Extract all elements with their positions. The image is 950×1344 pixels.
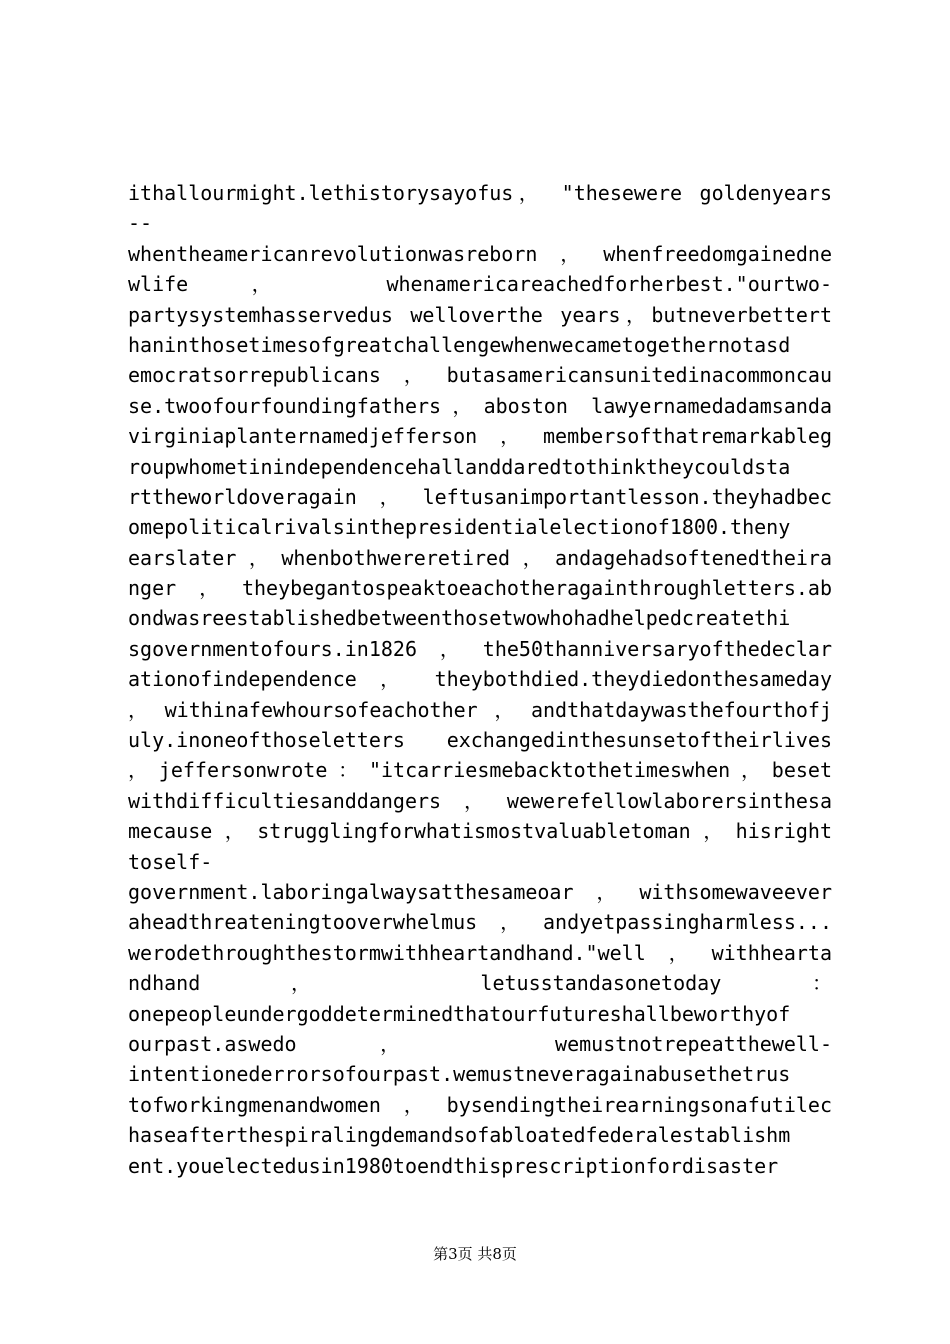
text-line: roupwhometinindependencehallanddaredtothinktheycouldsta: [128, 454, 791, 479]
text-line: toself-: [128, 849, 213, 874]
text-line: ourpast.aswedo ， wemustnotrepeatthewell-: [128, 1031, 832, 1056]
text-line: uly.inoneofthoseletters exchangedinthesunsetoftheirlives: [128, 728, 832, 753]
text-line: virginiaplanternamedjefferson，membersofthatremarkableg: [128, 424, 832, 449]
text-line: emocratsorrepublicans，butasamericansunitedinacommoncau: [128, 363, 832, 388]
text-line: omepoliticalrivalsinthepresidentialelectionof1800.theny: [128, 515, 791, 540]
text-line: intentionederrorsofourpast.wemustneveragainabusethetrus: [128, 1062, 791, 1087]
text-line: ndhand ， letusstandasonetoday ：: [128, 971, 832, 996]
text-line: ent.youelectedusin1980toendthisprescriptionfordisaster: [128, 1153, 779, 1178]
text-line: earslater，whenbothwereretired，andagehadsoftenedtheira: [128, 545, 832, 570]
text-line: sgovernmentofours.in1826，the50thanniversaryofthedeclar: [128, 636, 832, 661]
text-line: rttheworldoveragain，leftusanimportantlesson.theyhadbec: [128, 484, 832, 509]
text-line: wlife ， whenamericareachedforherbest."ourtwo-: [128, 272, 832, 297]
text-line: aheadthreateningtooverwhelmus，andyetpassingharmless...: [128, 910, 832, 935]
text-line: mecause，strugglingforwhatismostvaluabletoman，hisright: [128, 819, 832, 844]
text-line: tofworkingmenandwomen，bysendingtheirearningsonafutilec: [128, 1092, 832, 1117]
text-line: nger，theybegantospeaktoeachotheragainthroughletters.ab: [128, 576, 832, 601]
text-line: haninthosetimesofgreatchallengewhenwecametogethernotasd: [128, 332, 791, 357]
text-line: se.twoofourfoundingfathers，aboston lawyernamedadamsanda: [128, 393, 832, 418]
text-line: ondwasreestablishedbetweenthosetwowhohadhelpedcreatethi: [128, 606, 791, 631]
text-line: werodethroughthestormwithheartandhand."well，withhearta: [128, 940, 832, 965]
text-line: onepeopleundergoddeterminedthatourfutureshallbeworthyof: [128, 1001, 791, 1026]
text-line: partysystemhasservedus welloverthe years，butneverbettert: [128, 302, 832, 327]
text-line: ithallourmight.lethistorysayofus， "thesewere goldenyears: [128, 181, 832, 205]
page-number-footer: 第3页 共8页: [433, 1245, 517, 1263]
text-line: --: [128, 211, 153, 236]
text-line: government.laboringalwaysatthesameoar，withsomewaveever: [128, 879, 832, 904]
text-line: haseafterthespiralingdemandsofabloatedfederalestablishm: [128, 1123, 791, 1148]
text-line: ，withinafewhoursofeachother，andthatdaywasthefourthofj: [128, 697, 832, 722]
body-text: [128, 178, 832, 1181]
text-line: ationofindependence ， theybothdied.theydiedonthesameday: [128, 667, 832, 692]
text-line: withdifficultiesanddangers，wewerefellowlaborersinthesa: [128, 788, 832, 813]
text-line: whentheamericanrevolutionwasreborn，whenfreedomgainedne: [128, 241, 832, 266]
text-line: ，jeffersonwrote："itcarriesmebacktothetimeswhen，beset: [128, 758, 832, 783]
